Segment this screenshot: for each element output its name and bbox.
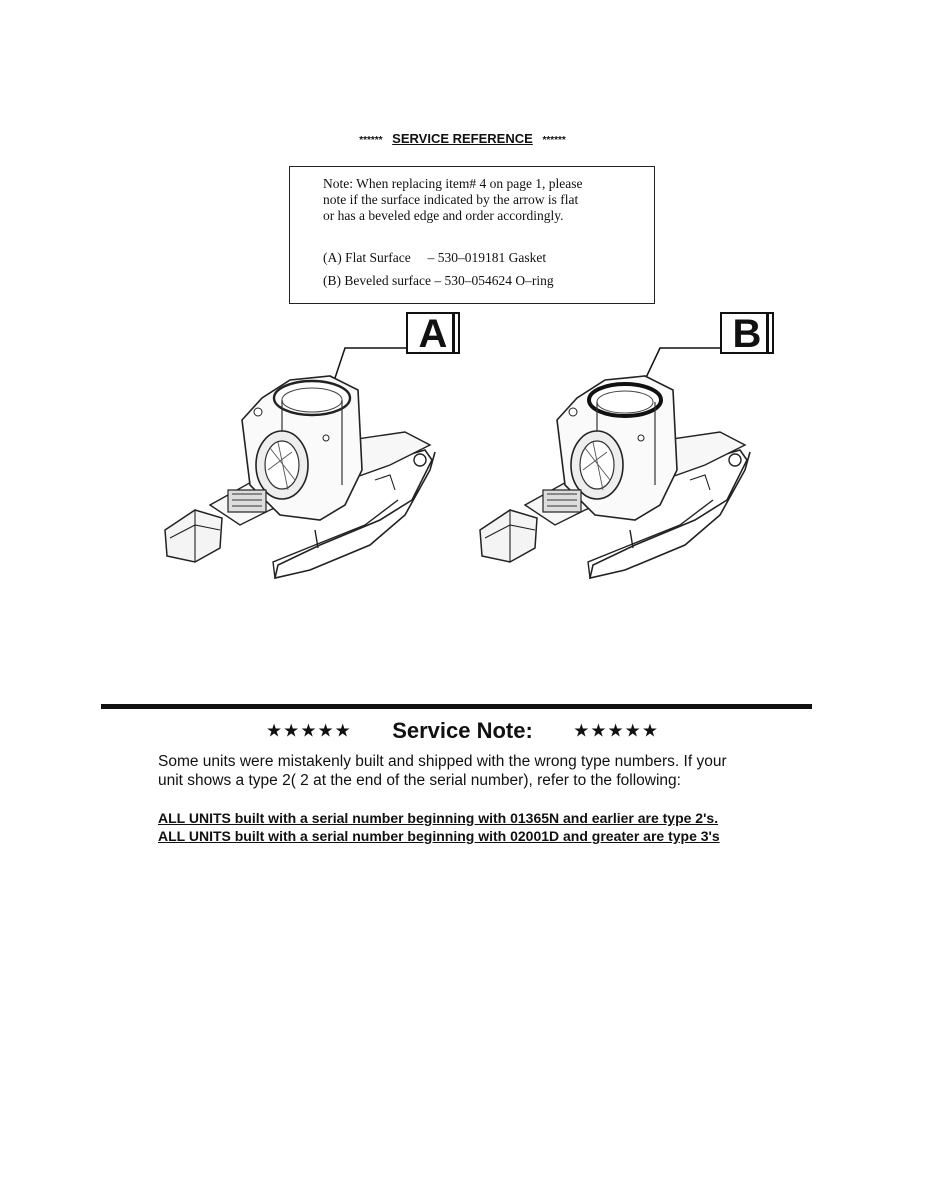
service-reference-header bbox=[0, 131, 925, 146]
note-line-2: note if the surface indicated by the arrow is flat bbox=[323, 192, 579, 207]
label-b-text: B bbox=[732, 312, 762, 356]
service-note-header bbox=[0, 718, 925, 744]
option-b-text: (B) Beveled surface – 530–054624 O–ring bbox=[323, 273, 554, 288]
figure-b-drawing bbox=[465, 320, 765, 600]
label-a-text: A bbox=[418, 312, 448, 356]
service-note-paragraph-line-2: unit shows a type 2( 2 at the end of the serial number), refer to the following: bbox=[158, 772, 681, 789]
note-line-1: Note: When replacing item# 4 on page 1, please bbox=[323, 176, 583, 191]
note-line-3: or has a beveled edge and order accordingly. bbox=[323, 208, 564, 223]
service-note-stars-right: ★★★★★ bbox=[573, 720, 659, 741]
stars-left: ****** bbox=[359, 135, 383, 146]
serial-rule-type-2: ALL UNITS built with a serial number beginning with 01365N and earlier are type 2's. bbox=[158, 810, 719, 826]
figure-a-drawing bbox=[150, 320, 450, 600]
service-note-title: Service Note: bbox=[392, 718, 533, 743]
section-divider bbox=[101, 704, 812, 709]
option-a-text: (A) Flat Surface – 530–019181 Gasket bbox=[323, 250, 547, 265]
service-reference-title: SERVICE REFERENCE bbox=[392, 131, 533, 146]
stars-right: ****** bbox=[542, 135, 566, 146]
service-note-paragraph-line-1: Some units were mistakenly built and shipped with the wrong type numbers. If your bbox=[158, 753, 727, 770]
note-box bbox=[289, 166, 655, 304]
service-note-stars-left: ★★★★★ bbox=[266, 720, 352, 741]
serial-rule-type-3: ALL UNITS built with a serial number beginning with 02001D and greater are type 3's bbox=[158, 828, 720, 844]
